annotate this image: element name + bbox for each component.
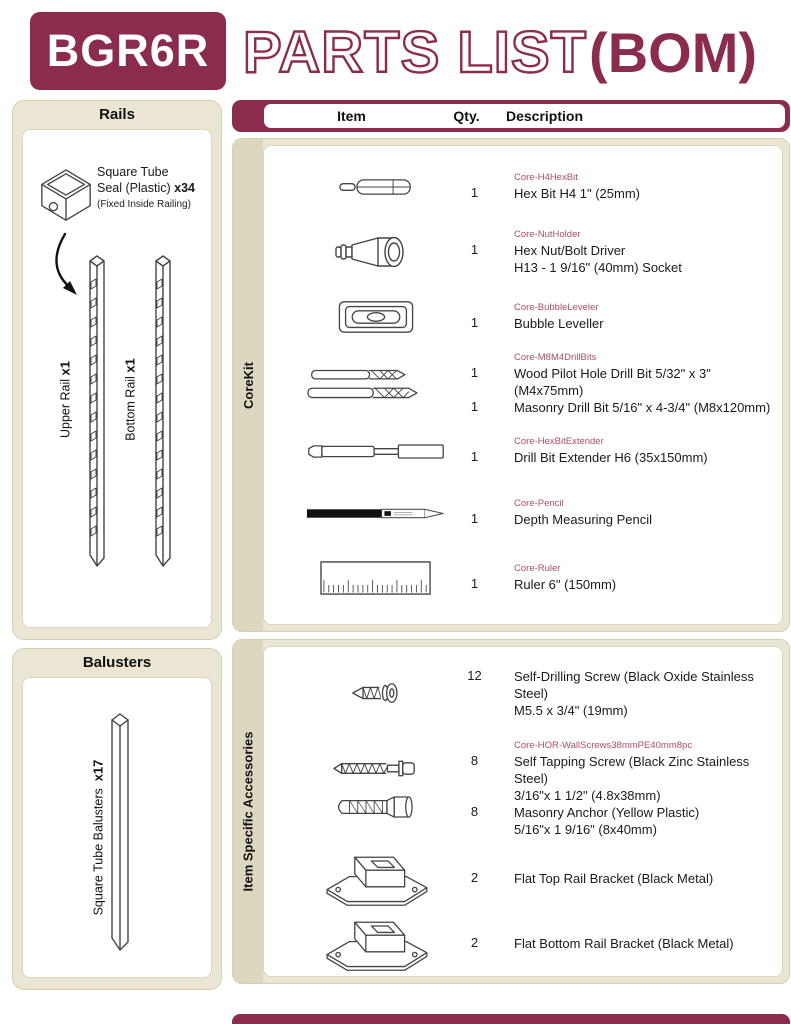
description-lines [514, 753, 782, 804]
section-corekit-body [263, 145, 783, 625]
row-icon-cell [264, 176, 447, 198]
rails-panel [12, 100, 222, 640]
hex-bit-icon [338, 176, 414, 198]
rails-panel-body [22, 129, 212, 628]
section-corekit-strip [233, 139, 263, 631]
part-code: Core-NutHolder [514, 228, 581, 240]
description-lines [514, 185, 640, 202]
row-entry [447, 576, 616, 593]
row-entry [447, 185, 640, 202]
qty-value: 1 [470, 185, 479, 200]
section-accessories-strip [233, 640, 263, 983]
description-lines [514, 870, 713, 887]
table-header-bar [232, 100, 790, 132]
part-code: Core-Pencil [514, 498, 564, 509]
description-line: Self-Drilling Screw (Black Oxide Stainless Steel) [514, 668, 754, 701]
row-entry [447, 399, 782, 416]
qty-value: 1 [470, 365, 479, 380]
part-code: Core-HOR-WallScrews38mmPE40mm8pc [514, 739, 693, 751]
self-drilling-screw-icon [350, 679, 402, 707]
flat-top-bracket-icon [316, 846, 436, 911]
seal-label [97, 164, 215, 213]
curved-arrow-icon [49, 230, 85, 302]
description-line: Wood Pilot Hole Drill Bit 5/32" x 3" (M4x75mm) [514, 366, 711, 398]
description-line: Depth Measuring Pencil [514, 512, 653, 527]
column-header-item: Item [337, 108, 366, 124]
part-code: Core-H4HexBit [514, 172, 578, 183]
description-line: Flat Top Rail Bracket (Black Metal) [514, 871, 714, 886]
qty-value: 1 [470, 241, 479, 257]
row-icon-cell [264, 506, 447, 521]
row-content [447, 668, 782, 719]
seal-label-line2: Seal (Plastic) [97, 181, 171, 195]
qty-value: 12 [467, 667, 482, 683]
part-code: Core-Ruler [514, 563, 561, 574]
left-column [12, 100, 222, 990]
table-row [264, 655, 782, 732]
masonry-anchor-icon [334, 795, 418, 819]
part-code: Core-M8M4DrillBits [514, 352, 597, 363]
row-entry [447, 870, 713, 887]
row-icon-cell [264, 560, 447, 597]
section-accessories-body [263, 646, 783, 977]
seal-note: (Fixed Inside Railing) [97, 199, 191, 210]
row-content [447, 870, 713, 887]
section-item-specific-accessories [232, 639, 790, 984]
row-content [447, 935, 734, 952]
row-icon-cell [264, 298, 447, 336]
qty-value: 8 [470, 803, 479, 819]
description-line: Self Tapping Screw (Black Zinc Stainless Steel) [514, 753, 750, 786]
bottom-rail-label: Bottom Rail x1 [122, 358, 138, 441]
square-tube-seal-icon [37, 163, 95, 231]
description-lines [514, 576, 616, 593]
description-line: H13 - 1 9/16" (40mm) Socket [514, 259, 682, 275]
row-entry [447, 753, 782, 804]
balusters-panel [12, 648, 222, 990]
qty-value: 1 [470, 576, 479, 591]
balusters-label: Square Tube Balusters x17 [90, 759, 106, 916]
description-line: M5.5 x 3/4" (19mm) [514, 702, 628, 718]
description-lines [514, 315, 604, 332]
qty-value: 2 [470, 935, 479, 950]
row-icon-cell [264, 441, 447, 462]
description-line: Hex Bit H4 1" (25mm) [514, 186, 640, 201]
description-lines [514, 399, 770, 416]
table-row [264, 156, 782, 218]
qty-value: 2 [470, 870, 479, 885]
seal-label-line1: Square Tube [97, 165, 169, 179]
description-lines [514, 242, 682, 276]
column-header-qty: Qty. [453, 108, 480, 124]
part-code: Core-HexBitExtender [514, 436, 604, 447]
table-row [264, 348, 782, 420]
description-line: 3/16"x 1 1/2" (4.8x38mm) [514, 787, 661, 803]
description-lines [514, 935, 734, 952]
table-row [264, 846, 782, 911]
pencil-icon [306, 506, 446, 521]
qty-value: 8 [470, 752, 479, 768]
description-lines [514, 668, 782, 719]
row-icon-cell [264, 232, 447, 272]
row-entry [447, 804, 782, 838]
description-line: Drill Bit Extender H6 (35x150mm) [514, 450, 708, 465]
section-accessories-label: Item Specific Accessories [240, 731, 256, 892]
qty-value: 1 [470, 315, 479, 330]
table-header-inner [264, 104, 785, 128]
description-lines [514, 449, 708, 466]
description-lines [514, 511, 652, 528]
bubble-level-icon [338, 298, 414, 336]
model-badge [30, 12, 226, 90]
description-line: Masonry Anchor (Yellow Plastic) [514, 804, 700, 820]
model-code: BGR6R [46, 25, 210, 76]
qty-value: 1 [470, 449, 479, 464]
parts-table [232, 100, 790, 984]
description-line: Bubble Leveller [514, 316, 604, 331]
page-title [243, 12, 757, 92]
tapping-screw-icon [332, 758, 420, 779]
page-title-main: PARTS LIST [243, 19, 588, 85]
row-icon-cell [264, 758, 447, 819]
page-title-suffix: (BOM) [589, 20, 757, 84]
row-content [447, 352, 782, 416]
bottom-rail-icon [149, 252, 177, 570]
section-corekit [232, 138, 790, 632]
row-entry [447, 668, 782, 719]
row-entry [447, 365, 782, 399]
flat-bottom-bracket-icon [316, 911, 436, 976]
table-row [264, 420, 782, 482]
row-entry [447, 511, 652, 528]
row-entry [447, 935, 734, 952]
row-content [447, 740, 782, 838]
table-row [264, 218, 782, 286]
row-entry [447, 449, 708, 466]
balusters-panel-title: Balusters [82, 654, 152, 671]
description-line: 5/16"x 1 9/16" (8x40mm) [514, 821, 657, 837]
upper-rail-icon [83, 252, 111, 570]
description-lines [514, 804, 699, 838]
row-entry [447, 242, 682, 276]
drill-bits-icon [306, 364, 446, 405]
table-row [264, 911, 782, 976]
row-icon-cell [264, 679, 447, 707]
table-row [264, 482, 782, 544]
table-row [264, 732, 782, 846]
row-content [447, 302, 604, 332]
table-row [264, 544, 782, 612]
ruler-icon [320, 560, 432, 597]
row-content [447, 229, 682, 276]
row-entry [447, 315, 604, 332]
row-icon-cell [264, 364, 447, 405]
row-icon-cell [264, 911, 447, 976]
description-line: Masonry Drill Bit 5/16" x 4-3/4" (M8x120mm) [514, 400, 771, 415]
row-content [447, 172, 640, 202]
part-code: Core-BubbleLeveler [514, 302, 599, 313]
rails-panel-title: Rails [99, 106, 135, 123]
column-header-description: Description [506, 108, 584, 124]
upper-rail-label: Upper Rail x1 [57, 361, 73, 439]
row-content [447, 498, 652, 528]
qty-value: 1 [470, 511, 479, 526]
description-line: Ruler 6" (150mm) [514, 577, 617, 592]
footer-bar [232, 1014, 790, 1024]
description-line: Hex Nut/Bolt Driver [514, 242, 626, 258]
row-icon-cell [264, 846, 447, 911]
balusters-panel-body [22, 677, 212, 978]
row-content [447, 563, 616, 593]
seal-qty: x34 [174, 181, 195, 195]
baluster-icon [104, 710, 136, 954]
nut-driver-icon [334, 232, 418, 272]
section-corekit-label: CoreKit [240, 361, 256, 409]
bit-extender-icon [306, 441, 446, 462]
row-content [447, 436, 708, 466]
table-row [264, 286, 782, 348]
description-line: Flat Bottom Rail Bracket (Black Metal) [514, 936, 734, 951]
qty-value: 1 [470, 399, 479, 414]
description-lines [514, 365, 782, 399]
